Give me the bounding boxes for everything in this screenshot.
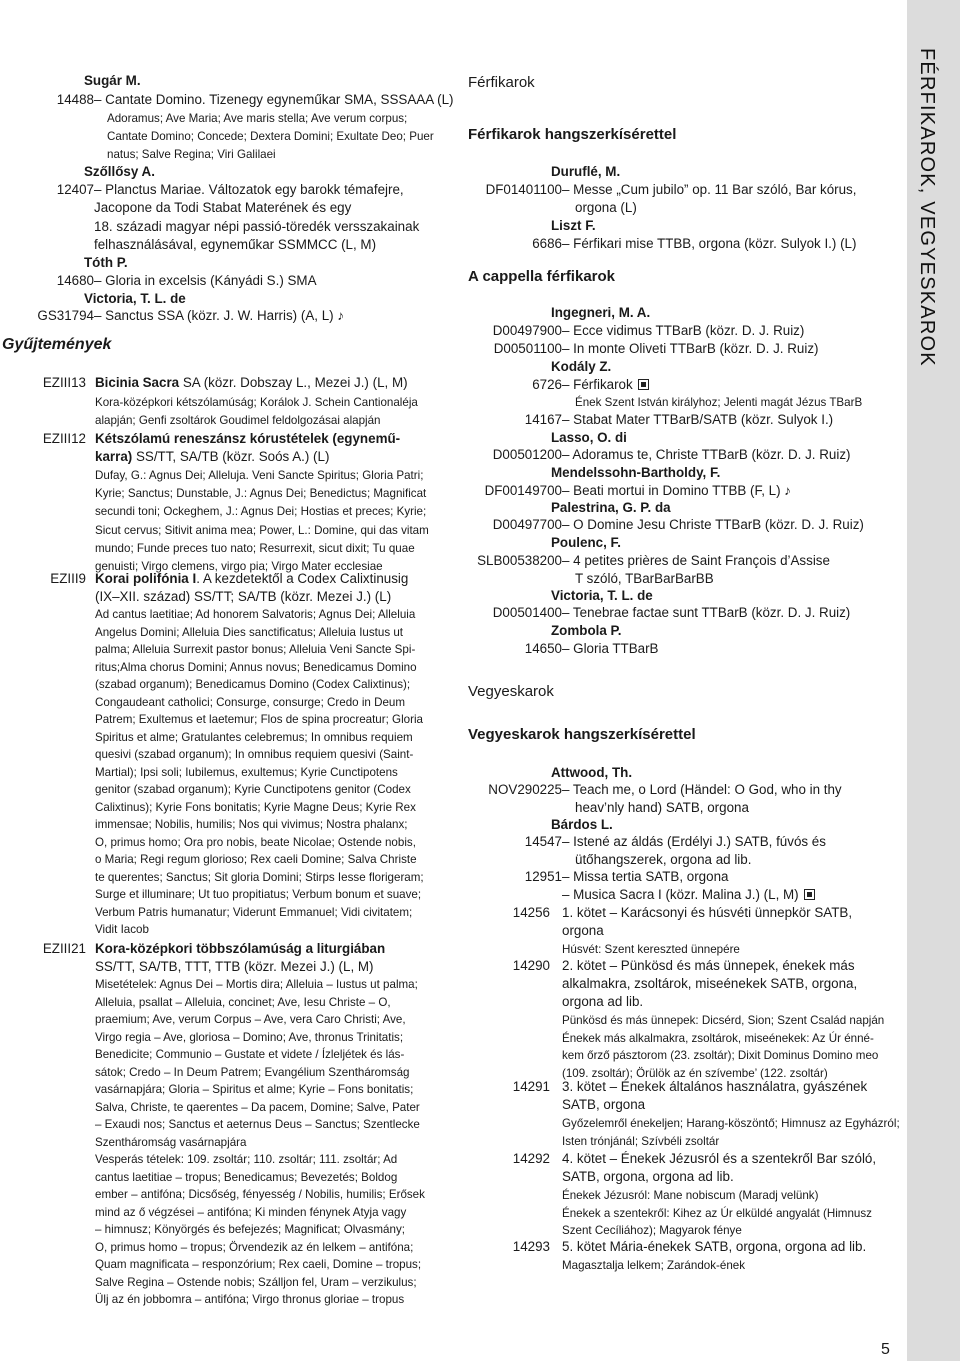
work-contents: Angelus Domini; Alleluia Dies sanctificatus; Alleluia Iustus ut [95, 625, 404, 639]
work-contents: O, primus homo; Ora pro nobis, beate Nicolae; Ostende nobis, [95, 835, 416, 849]
work-contents: o Maria; Regi regum glorioso; Rex caeli Domine; Salva Christe [95, 853, 417, 866]
work-line: karra) SS/TT, SA/TB (közr. Soós A.) (L) [95, 449, 330, 464]
catalog-code: 14547 [524, 834, 562, 849]
work-contents: genuisti; Virgo clemens, virgo pia; Virgo Mater ecclesiae [95, 560, 383, 573]
work-line: – Tenebrae factae sunt TTBarB (közr. D. J. Ruiz) [562, 605, 851, 620]
work-contents: Salva, Christe, te qaerentes – Da pacem, Domine; Salve, Pater [95, 1100, 420, 1114]
composer-name: Tóth P. [84, 255, 128, 270]
work-contents: Győzelemről énekeljen; Harang-köszöntő; Himnusz az Egyházról; [562, 1117, 900, 1130]
catalog-code: EZIII12 [42, 431, 86, 446]
work-line: orgona (L) [575, 200, 637, 215]
work-contents: secundi toni; Ockeghem, J.: Agnus Dei; Hostias et preces; Kyrie; [95, 505, 427, 519]
music-note-icon [337, 308, 344, 323]
work-line: – Sanctus SSA (közr. J. W. Harris) (A, L) ♪ [94, 307, 344, 325]
composer-name: Lasso, O. di [551, 430, 627, 445]
work-contents: Énekek Jézusról: Mane nobiscum (Maradj velünk) [562, 1189, 819, 1202]
work-contents: Énekek a szentekről: Kihez az Úr elküldé angyalát (Himnusz [562, 1206, 872, 1220]
work-contents: Alleluia, psallat – Alleluia, concinet; Ave, Iesu Christe – O, [95, 995, 391, 1009]
work-contents: te querentes; Sanctus; Sit gloria Domini; Stirps Iesse florigeram; [95, 870, 424, 884]
section-tab-label: FÉRFIKAROK, VEGYESKAROK [916, 48, 938, 367]
work-contents: (szabad organum); Benedicamus Domino (Codex Calixtinus); [95, 678, 411, 691]
work-line: – Istené az áldás (Erdélyi J.) SATB, fúvós és [562, 834, 826, 849]
work-contents: Énekek más alkalmakra, zsoltárok, miseénekek: Az Úr énné- [562, 1031, 874, 1045]
work-line: – Gloria in excelsis (Kányádi S.) SMA [94, 273, 317, 288]
catalog-code: 14291 [512, 1079, 550, 1094]
work-line: SS/TT, SA/TB, TTT, TTB (közr. Mezei J.) (L, M) [95, 959, 374, 974]
work-contents: Congaudeant catholici; Consurge, consurge; Credo in Deum [95, 695, 405, 709]
section-heading: Gyűjtemények [2, 336, 112, 353]
work-contents: quesivi (szabad organum); In omnibus requiem quesivi (Saint- [95, 748, 414, 761]
catalog-code: 14650 [524, 641, 562, 656]
work-line: – Teach me, o Lord (Händel: O God, who in thy [562, 782, 842, 797]
work-contents: Calixtinus); Kyrie Fons bonitatis; Kyrie Magne Deus; Kyrie Rex [95, 800, 416, 814]
score-icon [638, 379, 649, 390]
composer-name: Kodály Z. [551, 359, 612, 374]
work-line: orgona [562, 923, 604, 938]
work-contents: Sicut cervus; Sitivit anima mea; Power, L.: Domine, qui das vitam [95, 523, 429, 537]
work-contents: – Exaudi nos; Sanctus et aeternus Deus – Sanctus; Szentlecke [95, 1118, 420, 1131]
work-line: – Planctus Mariae. Változatok egy barokk témafejre, [94, 182, 404, 197]
work-contents: Szent Cecíliához); Magyarok fénye [562, 1224, 742, 1237]
work-contents: Quam magnificata – responzórium; Rex caeli, Domine – tropus; [95, 1258, 422, 1271]
catalog-code: 14290 [512, 958, 550, 973]
work-line: – Musica Sacra I (közr. Malina J.) (L, M) [562, 886, 815, 904]
work-contents: natus; Salve Regina; Viri Galilaei [107, 148, 276, 161]
work-contents: cantus laetitiae – tropus; Benedicamus; Bevezetés; Boldog [95, 1170, 398, 1184]
score-icon [804, 889, 815, 900]
work-line: T szóló, TBarBarBarBB [575, 571, 714, 586]
section-tab [907, 0, 960, 1361]
subsection-heading: Vegyeskarok hangszerkísérettel [468, 726, 696, 743]
composer-name: Poulenc, F. [551, 535, 621, 550]
section-heading: Férfikarok [468, 74, 535, 91]
work-line: – O Domine Jesu Christe TTBarB (közr. D. J. Ruiz) [562, 517, 864, 532]
work-line: 3. kötet – Énekek általános használatra, gyászének [562, 1079, 868, 1094]
work-line: Jacopone da Todi Stabat Materének és egy [94, 200, 352, 215]
work-contents: mundo; Funde preces tuo nato; Resurrexit, sicut dixit; Tu quae [95, 541, 415, 555]
work-contents: Ének Szent István királyhoz; Jelenti magát Jézus TBarB [575, 396, 863, 409]
subsection-heading: A cappella férfikarok [468, 268, 616, 285]
work-contents: – himnusz; Könyörgés és befejezés; Magnificat; Olvasmány; [95, 1223, 405, 1236]
work-line: – Férfikari mise TTBB, orgona (közr. Sulyok I.) (L) [562, 236, 857, 251]
composer-name: Bárdos L. [551, 817, 613, 832]
work-contents: O, primus homo – tropus; Örvendezik az én lelkem – antifóna; [95, 1240, 414, 1254]
catalog-code: 14292 [512, 1151, 550, 1166]
work-line: – In monte Oliveti TTBarB (közr. D. J. Ruiz) [562, 341, 819, 356]
work-contents: Verbum Patris humanatur; Viderunt Emmanuel; Vidi civitatem; [95, 905, 413, 919]
work-contents: Benedicite; Communio – Gustate et videte / Ízleljétek és lás- [95, 1048, 405, 1061]
work-contents: kem őrző pásztorom (23. zsoltár); Dixit Dominus Domino meo [562, 1049, 879, 1062]
composer-name: Palestrina, G. P. da [551, 500, 671, 515]
work-contents: praemium; Ave, verum Corpus – Ave, vera Caro Christi; Ave, [95, 1013, 406, 1026]
work-contents: Patrem; Exultemus et laetemur; Flos de spina procreatur; Gloria [95, 713, 423, 726]
work-contents: ember – antifóna; Dicsőség, fényesség / Nobilis, humilis; Erősek [95, 1188, 425, 1201]
work-line: – Adoramus te, Christe TTBarB (közr. D. J. Ruiz) [562, 447, 851, 462]
work-contents: Isten trónjánál; Szívbéli zsoltár [562, 1134, 720, 1148]
page-number: 5 [881, 1341, 890, 1358]
work-line: felhasználásával, egyneműkar SSMMCC (L, M) [94, 237, 377, 252]
work-line: Korai polifónia I. A kezdetektől a Codex Calixtinusig [95, 571, 409, 586]
work-line: – Gloria TTBarB [562, 641, 659, 656]
section-heading: Vegyeskarok [468, 683, 554, 700]
work-line: orgona ad lib. [562, 994, 644, 1009]
work-contents: Ad cantus laetitiae; Ad honorem Salvatoris; Agnus Dei; Alleluia [95, 608, 416, 621]
work-contents: mind az ő végzései – antifóna; Ki minden fénynek Atyja vagy [95, 1205, 407, 1219]
composer-name: Ingegneri, M. A. [551, 305, 651, 320]
catalog-code: 6726 [532, 377, 562, 392]
catalog-code: DF01401100 [485, 182, 562, 197]
work-line: (IX–XII. század) SS/TT; SA/TB (közr. Mezei J.) (L) [95, 589, 392, 604]
work-title: Kétszólamú reneszánsz kórustételek (egynemű- [95, 431, 401, 446]
work-line: ütőhangszerek, orgona ad lib. [575, 852, 752, 867]
composer-name: Victoria, T. L. de [551, 588, 653, 603]
composer-name: Liszt F. [551, 218, 596, 233]
work-line: – 4 petites prières de Saint François d’Assise [562, 553, 830, 568]
work-contents: (109. zsoltár); Örülök az én szívembe’ (122. zsoltár) [562, 1066, 828, 1080]
work-contents: Vidit Iacob [95, 923, 149, 936]
music-note-icon [784, 483, 791, 498]
work-contents: Kyrie; Sanctus; Dunstable, J.: Agnus Dei; Benedictus; Magnificat [95, 487, 427, 501]
composer-name: Zombola P. [551, 623, 622, 638]
work-contents: Kora-középkori kétszólamúság; Korálok J. Schein Cantionaléja [95, 396, 418, 409]
catalog-code: EZIII9 [50, 571, 86, 586]
work-line: – Beati mortui in Domino TTBB (F, L) ♪ [562, 482, 791, 500]
work-contents: Virgo regia – Ave, gloriosa – Domino; Ave, thronus Trinitatis; [95, 1030, 404, 1044]
work-contents: Húsvét: Szent kereszted ünnepére [562, 943, 740, 956]
work-contents: Vesperás tételek: 109. zsoltár; 110. zsoltár; 111. zsoltár; Ad [95, 1153, 398, 1166]
work-line: – Cantate Domino. Tizenegy egyneműkar SMA, SSSAAA (L) [94, 92, 454, 107]
catalog-code: 6686 [532, 236, 562, 251]
work-contents: Martial); Ipsi soli; Iubilemus, exultemus; Kyrie Cunctipotens [95, 765, 398, 779]
work-contents: Spiritus et alme; Gratulantes celebremus; In omnibus requiem [95, 730, 413, 744]
work-contents: Magasztalja lelkem; Zarándok-ének [562, 1259, 746, 1272]
work-line: 2. kötet – Pünkösd és más ünnepek, énekek más [562, 958, 855, 973]
work-contents: Pünkösd és más ünnepek: Dicsérd, Sion; Szent Család napján [562, 1014, 885, 1027]
composer-name: Szőllősy A. [84, 164, 155, 179]
catalog-code: D00501200 [492, 447, 562, 462]
composer-name: Mendelssohn-Bartholdy, F. [551, 465, 721, 480]
work-line: – Missa tertia SATB, orgona [562, 869, 729, 884]
work-contents: Salve Regina – Ostende nobis; Szálljon fel, Uram – verzikulus; [95, 1275, 417, 1289]
catalog-code: 14167 [524, 412, 562, 427]
catalog-code: D00497700 [492, 517, 562, 532]
work-contents: genitor (szabad organum); Kyrie Cunctipotens genitor (Codex [95, 783, 411, 796]
catalog-code: GS31794 [37, 308, 94, 323]
catalog-code: D00501400 [492, 605, 562, 620]
catalog-code: 12951 [524, 869, 562, 884]
work-contents: Szentháromság vasárnapjára [95, 1135, 247, 1149]
work-contents: palma; Alleluia Surrexit pastor bonus; Alleluia Veni Sancte Spi- [95, 643, 416, 656]
subsection-heading: Férfikarok hangszerkísérettel [468, 126, 677, 143]
work-line: heav’nly hand) SATB, orgona [575, 800, 749, 815]
work-line: 5. kötet Mária-énekek SATB, orgona, orgona ad lib. [562, 1239, 867, 1254]
catalog-code: EZIII13 [42, 375, 86, 390]
work-line: SATB, orgona [562, 1097, 646, 1112]
work-contents: Surge et illuminare; Ut tuo propitiatus; Verbum bonum et suave; [95, 888, 422, 901]
work-line: 1. kötet – Karácsonyi és húsvéti ünnepkör SATB, [562, 905, 853, 920]
work-title: Kora-középkori többszólamúság a liturgiában [95, 941, 386, 956]
work-contents: vasárnapjára; Gloria – Spiritus et alme; Kyrie – Fons bonitatis; [95, 1083, 414, 1096]
catalog-code: SLB00538200 [477, 553, 562, 568]
work-contents: ritus;Alma chorus Domini; Annus novus; Benedicamus Domino [95, 660, 417, 674]
catalog-code: NOV290225 [488, 782, 562, 797]
work-contents: immensae; Nobilis, humilis; Nos qui vivimus; Nostra phalanx; [95, 818, 408, 831]
composer-name: Sugár M. [84, 73, 141, 88]
composer-name: Victoria, T. L. de [84, 291, 186, 306]
catalog-code: 14488 [56, 92, 94, 107]
work-contents: Cantate Domino; Concede; Dextera Domini; Exultate Deo; Puer [107, 130, 434, 143]
work-contents: Dufay, G.: Agnus Dei; Alleluja. Veni Sancte Spiritus; Gloria Patri; [95, 469, 424, 482]
composer-name: Duruflé, M. [551, 164, 621, 179]
work-line: – Ecce vidimus TTBarB (közr. D. J. Ruiz) [562, 323, 805, 338]
work-line: 4. kötet – Énekek Jézusról és a szentekről Bar szóló, [562, 1151, 877, 1166]
work-line: 18. századi magyar népi passió-töredék versszakainak [94, 219, 420, 234]
catalog-code: D00501100 [493, 341, 562, 356]
work-contents: Ülj az én jobbomra – antifóna; Virgo thronus gloriae – tropus [95, 1293, 405, 1306]
catalog-code: 14293 [512, 1239, 550, 1254]
work-contents: Adoramus; Ave Maria; Ave maris stella; Ave verum corpus; [107, 112, 408, 125]
work-line: – Messe „Cum jubilo” op. 11 Bar szóló, Bar kórus, [562, 182, 857, 197]
work-contents: sátok; Credo – In Deum Patrem; Evangélium Szentháromság [95, 1065, 410, 1079]
work-line: alkalmakra, zsoltárok, miseénekek SATB, orgona, [562, 976, 858, 991]
catalog-code: D00497900 [492, 323, 562, 338]
composer-name: Attwood, Th. [551, 765, 633, 780]
work-contents: Misetételek: Agnus Dei – Mortis dira; Alleluia – Iustus ut palma; [95, 978, 418, 991]
work-line: – Stabat Mater TTBarB/SATB (közr. Sulyok I.) [562, 412, 834, 427]
work-line: SATB, orgona, orgona ad lib. [562, 1169, 734, 1184]
work-line: Bicinia Sacra SA (közr. Dobszay L., Mezei J.) (L, M) [95, 375, 408, 390]
catalog-code: EZIII21 [42, 941, 86, 956]
catalog-code: 12407 [56, 182, 94, 197]
catalog-code: 14680 [56, 273, 94, 288]
work-line: – Férfikarok [562, 376, 649, 394]
work-contents: alapján; Genfi zsoltárok Goudimel feldolgozásai alapján [95, 414, 381, 427]
catalog-code: 14256 [512, 905, 550, 920]
catalog-code: DF00149700 [484, 483, 562, 498]
